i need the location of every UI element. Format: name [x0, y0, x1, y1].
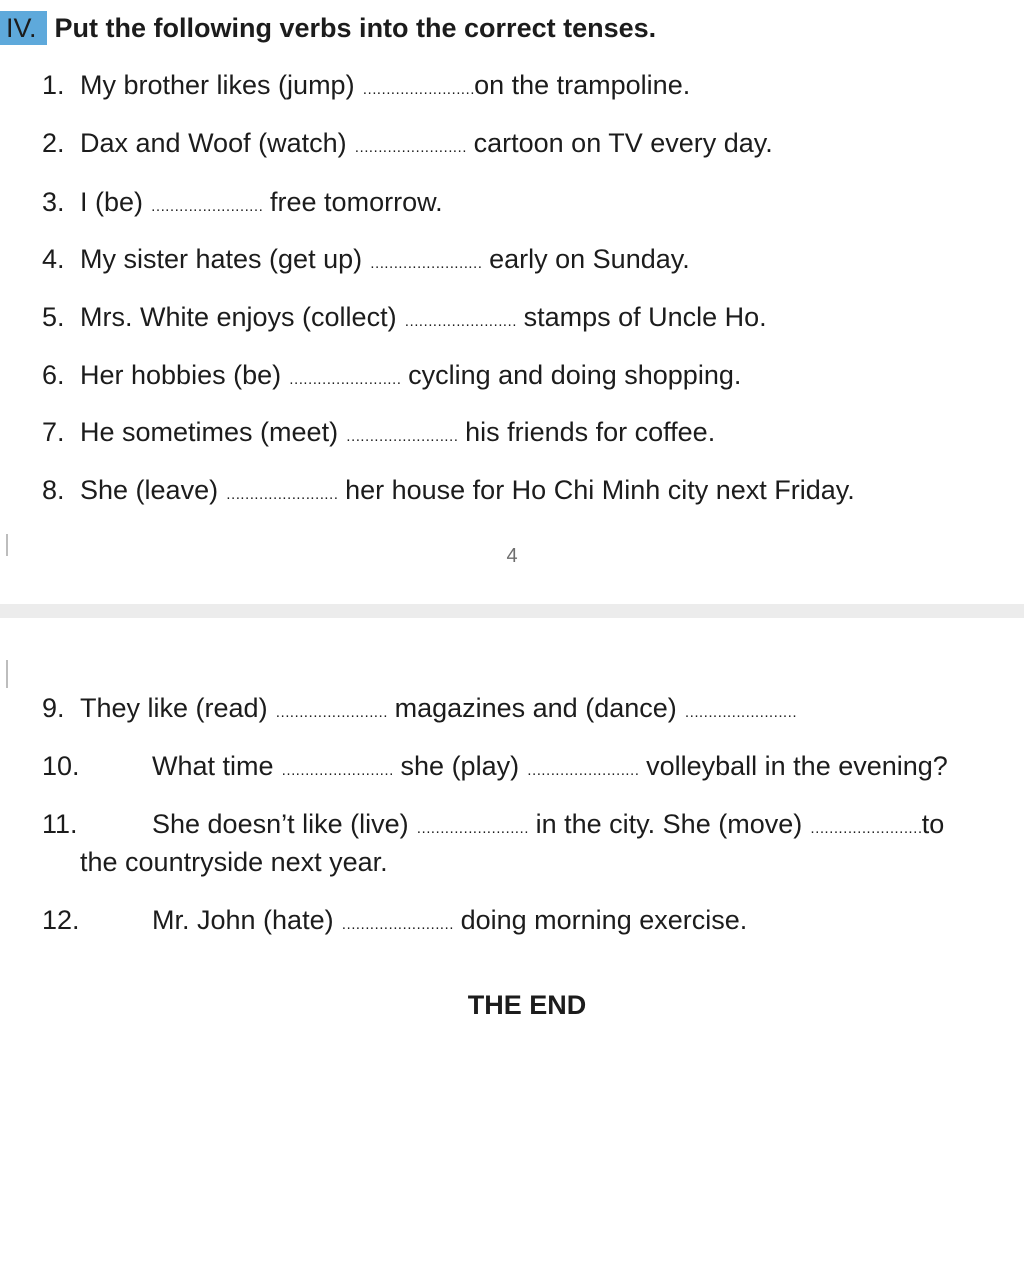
question-text: She (leave) [80, 475, 226, 505]
question-text: stamps of Uncle Ho. [516, 302, 767, 332]
question-10 [42, 749, 948, 788]
question-text: He sometimes (meet) [80, 417, 346, 447]
question-text: doing morning exercise. [453, 905, 748, 935]
question-number: 7. [42, 417, 65, 447]
question-11 [42, 807, 944, 846]
section-heading [0, 10, 656, 46]
question-text: They like (read) [80, 693, 276, 723]
question-number: 5. [42, 302, 65, 332]
question-number: 12. [42, 905, 80, 935]
answer-blank[interactable]: …………………… [369, 255, 482, 272]
question-text: cartoon on TV every day. [466, 128, 773, 158]
question-7 [42, 415, 715, 454]
the-end-footer: THE END [467, 990, 587, 1020]
question-number: 9. [42, 693, 65, 723]
question-number: 1. [42, 70, 65, 100]
question-text: cycling and doing shopping. [400, 360, 742, 390]
page-divider [0, 604, 1024, 618]
answer-blank[interactable]: …………………… [345, 428, 458, 445]
answer-blank[interactable]: …………………… [416, 820, 529, 837]
question-text: early on Sunday. [481, 244, 690, 274]
question-text: magazines and (dance) [387, 693, 685, 723]
question-text: Mr. John (hate) [152, 905, 342, 935]
question-number: 3. [42, 187, 65, 217]
question-text: his friends for coffee. [457, 417, 716, 447]
page-number: 4 [506, 545, 518, 567]
question-text: in the city. She (move) [528, 809, 810, 839]
answer-blank[interactable]: …………………… [354, 139, 467, 156]
question-9 [42, 691, 796, 730]
question-5 [42, 300, 767, 339]
question-number: 2. [42, 128, 65, 158]
question-11-continuation: the countryside next year. [80, 847, 388, 877]
question-text: volleyball in the evening? [638, 751, 948, 781]
question-3 [42, 185, 443, 224]
question-4 [42, 242, 690, 281]
answer-blank[interactable]: …………………… [404, 313, 517, 330]
question-text: to [921, 809, 945, 839]
question-text: What time [152, 751, 282, 781]
answer-blank[interactable]: …………………… [526, 762, 639, 779]
question-number: 10. [42, 751, 80, 781]
answer-blank[interactable]: …………………… [281, 762, 394, 779]
question-number: 6. [42, 360, 65, 390]
question-text: Her hobbies (be) [80, 360, 289, 390]
question-12 [42, 903, 747, 942]
page-corner-mark [0, 660, 8, 688]
answer-blank[interactable]: …………………… [275, 704, 388, 721]
section-title: Put the following verbs into the correct tenses. [54, 13, 657, 43]
question-text: Dax and Woof (watch) [80, 128, 355, 158]
question-text: she (play) [393, 751, 527, 781]
answer-blank[interactable]: …………………… [225, 486, 338, 503]
question-text: Mrs. White enjoys (collect) [80, 302, 405, 332]
answer-blank[interactable]: …………………… [150, 198, 263, 215]
answer-blank[interactable]: …………………… [362, 81, 475, 98]
question-text: She doesn’t like (live) [152, 809, 417, 839]
question-text: her house for Ho Chi Minh city next Friday. [337, 475, 855, 505]
answer-blank[interactable]: …………………… [341, 916, 454, 933]
question-number: 8. [42, 475, 65, 505]
answer-blank[interactable]: …………………… [684, 704, 797, 721]
question-number: 11. [42, 809, 78, 839]
section-number: IV. [0, 11, 47, 45]
question-text: I (be) [80, 187, 151, 217]
question-1 [42, 68, 690, 107]
question-text: on the trampoline. [474, 70, 691, 100]
question-number: 4. [42, 244, 65, 274]
question-text: free tomorrow. [262, 187, 443, 217]
question-6 [42, 358, 741, 397]
question-2 [42, 126, 773, 165]
answer-blank[interactable]: …………………… [288, 371, 401, 388]
question-text: My brother likes (jump) [80, 70, 363, 100]
answer-blank[interactable]: …………………… [809, 820, 922, 837]
question-text: My sister hates (get up) [80, 244, 370, 274]
question-8 [42, 473, 855, 512]
